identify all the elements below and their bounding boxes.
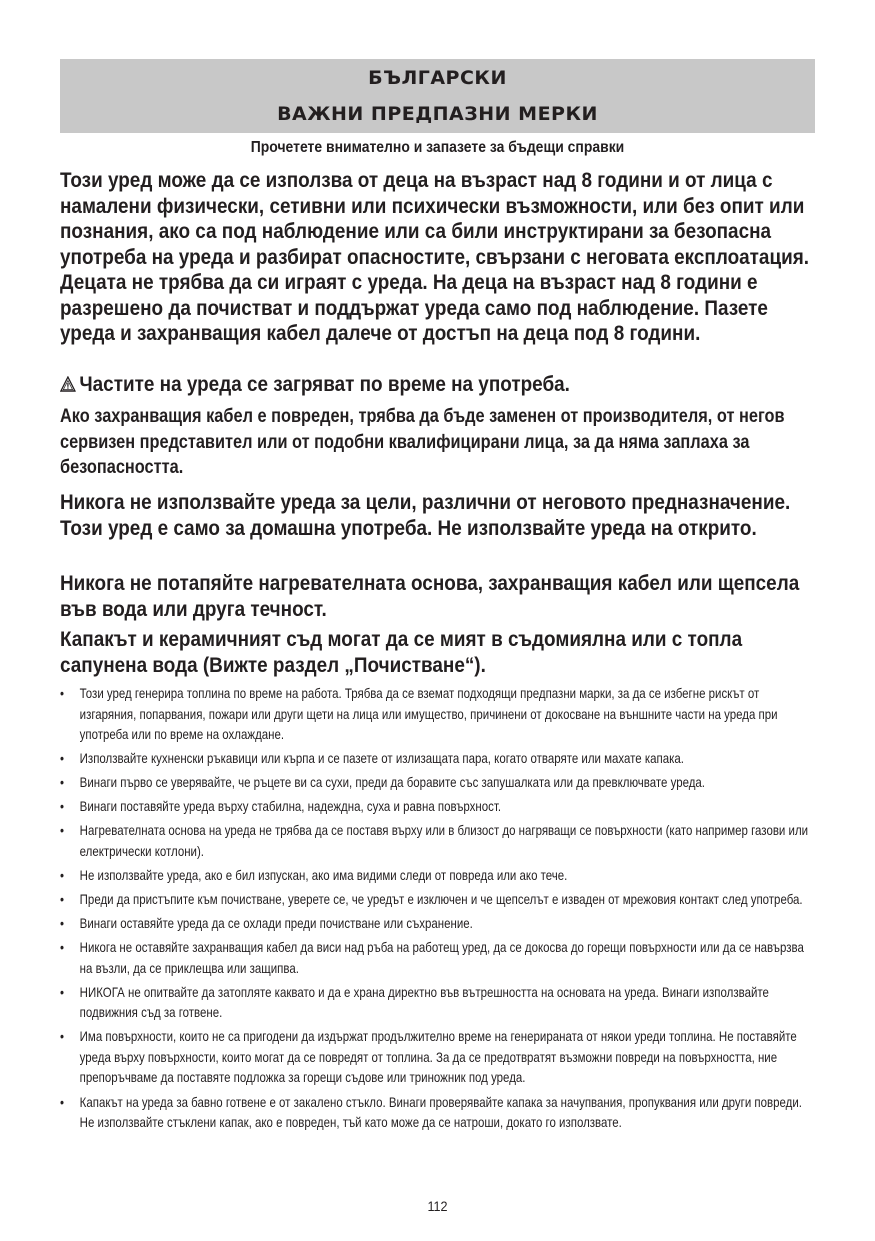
bullet-item — [60, 1026, 814, 1088]
language-heading: БЪЛГАРСКИ — [368, 67, 507, 89]
safety-bullet-list — [60, 683, 814, 1136]
warning-triangle-icon — [60, 376, 76, 392]
page-title: ВАЖНИ ПРЕДПАЗНИ МЕРКИ — [277, 103, 598, 125]
subtitle: Прочетете внимателно и запазете за бъдещи справки — [250, 139, 625, 156]
cable-damage-paragraph: Ако захранващия кабел е повреден, трябва да бъде заменен от производителя, от негов сервизен представител или от подобни квалифицирани лица, за да няма заплаха за безопасността. — [60, 406, 785, 478]
header-band — [60, 59, 815, 133]
bullet-dot: • — [60, 983, 65, 1000]
bullet-dot: • — [60, 774, 65, 791]
bullet-item — [60, 889, 814, 910]
bullet-text: Не използвайте уреда, ако е бил изпускан, ако има видими следи от повреда или ако тече. — [79, 866, 568, 883]
bullet-item — [60, 796, 814, 817]
bullet-text: Винаги поставяйте уреда върху стабилна, надеждна, суха и равна повърхност. — [79, 798, 502, 815]
bullet-dot: • — [60, 685, 65, 701]
bullet-dot: • — [60, 1093, 65, 1110]
bullet-text: НИКОГА не опитвайте да затопляте каквато и да е храна директно във вътрешността на основата на уреда. Винаги използвайте подвижния съд за готвене. — [79, 983, 769, 1021]
bullet-dot: • — [60, 822, 65, 839]
hot-parts-paragraph — [60, 372, 817, 398]
page-number: 112 — [427, 1198, 448, 1214]
bullet-item — [60, 913, 814, 934]
hot-parts-text: Частите на уреда се загряват по време на употреба. — [79, 372, 570, 396]
bullet-item — [60, 683, 814, 745]
bullet-item — [60, 1092, 814, 1133]
bullet-text: Винаги оставяйте уреда да се охлади преди почистване или съхранение. — [79, 915, 473, 932]
bullet-dot: • — [60, 750, 65, 767]
bullet-item — [60, 937, 814, 978]
bullet-item — [60, 982, 814, 1023]
no-immersion-paragraph: Никога не потапяйте нагревателната основа, захранващия кабел или щепсела във вода или друга течност. — [60, 571, 800, 621]
bullet-text: Никога не оставяйте захранващия кабел да виси над ръба на работещ уред, да се докосва до горещи повърхности или да се навързва на възли, да се приклещва или защипва. — [79, 939, 804, 976]
bullet-dot: • — [60, 891, 65, 908]
bullet-item — [60, 865, 814, 886]
children-warning-paragraph: Този уред може да се използва от деца на възраст над 8 години и от лица с намалени физически, сетивни или психически възможности, или без опит или познания, ако са под наблюдение или са били инструктирани за безопасна употреба на уреда и разбират опасностите, свързани с неговата експлоатация. Децата не трябва да си играят с уреда. На деца на възраст над 8 години е разрешено да почистват и поддържат уреда само под наблюдение. Пазете уреда и захранващия кабел далече от достъп на деца под 8 години. — [60, 168, 810, 345]
bullet-item — [60, 772, 814, 793]
bullet-text: Нагревателната основа на уреда не трябва да се поставя върху или в близост до нагряващи се повърхности (като например газови или електрически котлони). — [79, 822, 809, 859]
bullet-text: Преди да пристъпите към почистване, уверете се, че уредът е изключен и че щепселът е изваден от мрежовия контакт след употреба. — [79, 891, 803, 908]
bullet-text: Използвайте кухненски ръкавици или кърпа и се пазете от излизащата пара, когато отваряте или махате капака. — [79, 750, 684, 767]
bullet-text: Този уред генерира топлина по време на работа. Трябва да се вземат подходящи предпазни марки, за да се избегне рискът от изгаряния, попарвания, пожари или други щети на лица или имущество, причинени от докосване на външните части на уреда при употреба или по време на охлаждане. — [79, 685, 778, 742]
dishwasher-paragraph: Капакът и керамичният съд могат да се мият в съдомиялна или с топла сапунена вода (Вижте раздел „Почистване“). — [60, 627, 743, 677]
bullet-dot: • — [60, 1028, 65, 1045]
bullet-dot: • — [60, 939, 65, 956]
bullet-dot: • — [60, 915, 65, 932]
bullet-dot: • — [60, 798, 65, 815]
bullet-item — [60, 820, 814, 861]
bullet-text: Има повърхности, които не са пригодени да издържат продължително време на генерираната от някои уреди топлина. Не поставяйте уреда върху повърхности, които могат да се повредят от топлина. За да се предотвратят възможни повреди на повърхността, ние препоръчваме да поставяте подложка за горещи съдове или триножник под уреда. — [79, 1028, 797, 1086]
bullet-dot: • — [60, 866, 65, 883]
bullet-text: Капакът на уреда за бавно готвене е от закалено стъкло. Винаги проверявайте капака за начупвания, пропуквания или други повреди. Не използвайте стъклени капак, ако е повреден, тъй като може да се натроши, докато го използвате. — [79, 1093, 802, 1131]
bullet-text: Винаги първо се уверявайте, че ръцете ви са сухи, преди да боравите със запушалката или да превключвате уреда. — [79, 774, 705, 791]
intended-use-paragraph: Никога не използвайте уреда за цели, различни от неговото предназначение. Този уред е само за домашна употреба. Не използвайте уреда на открито. — [60, 490, 791, 540]
bullet-item — [60, 748, 814, 769]
